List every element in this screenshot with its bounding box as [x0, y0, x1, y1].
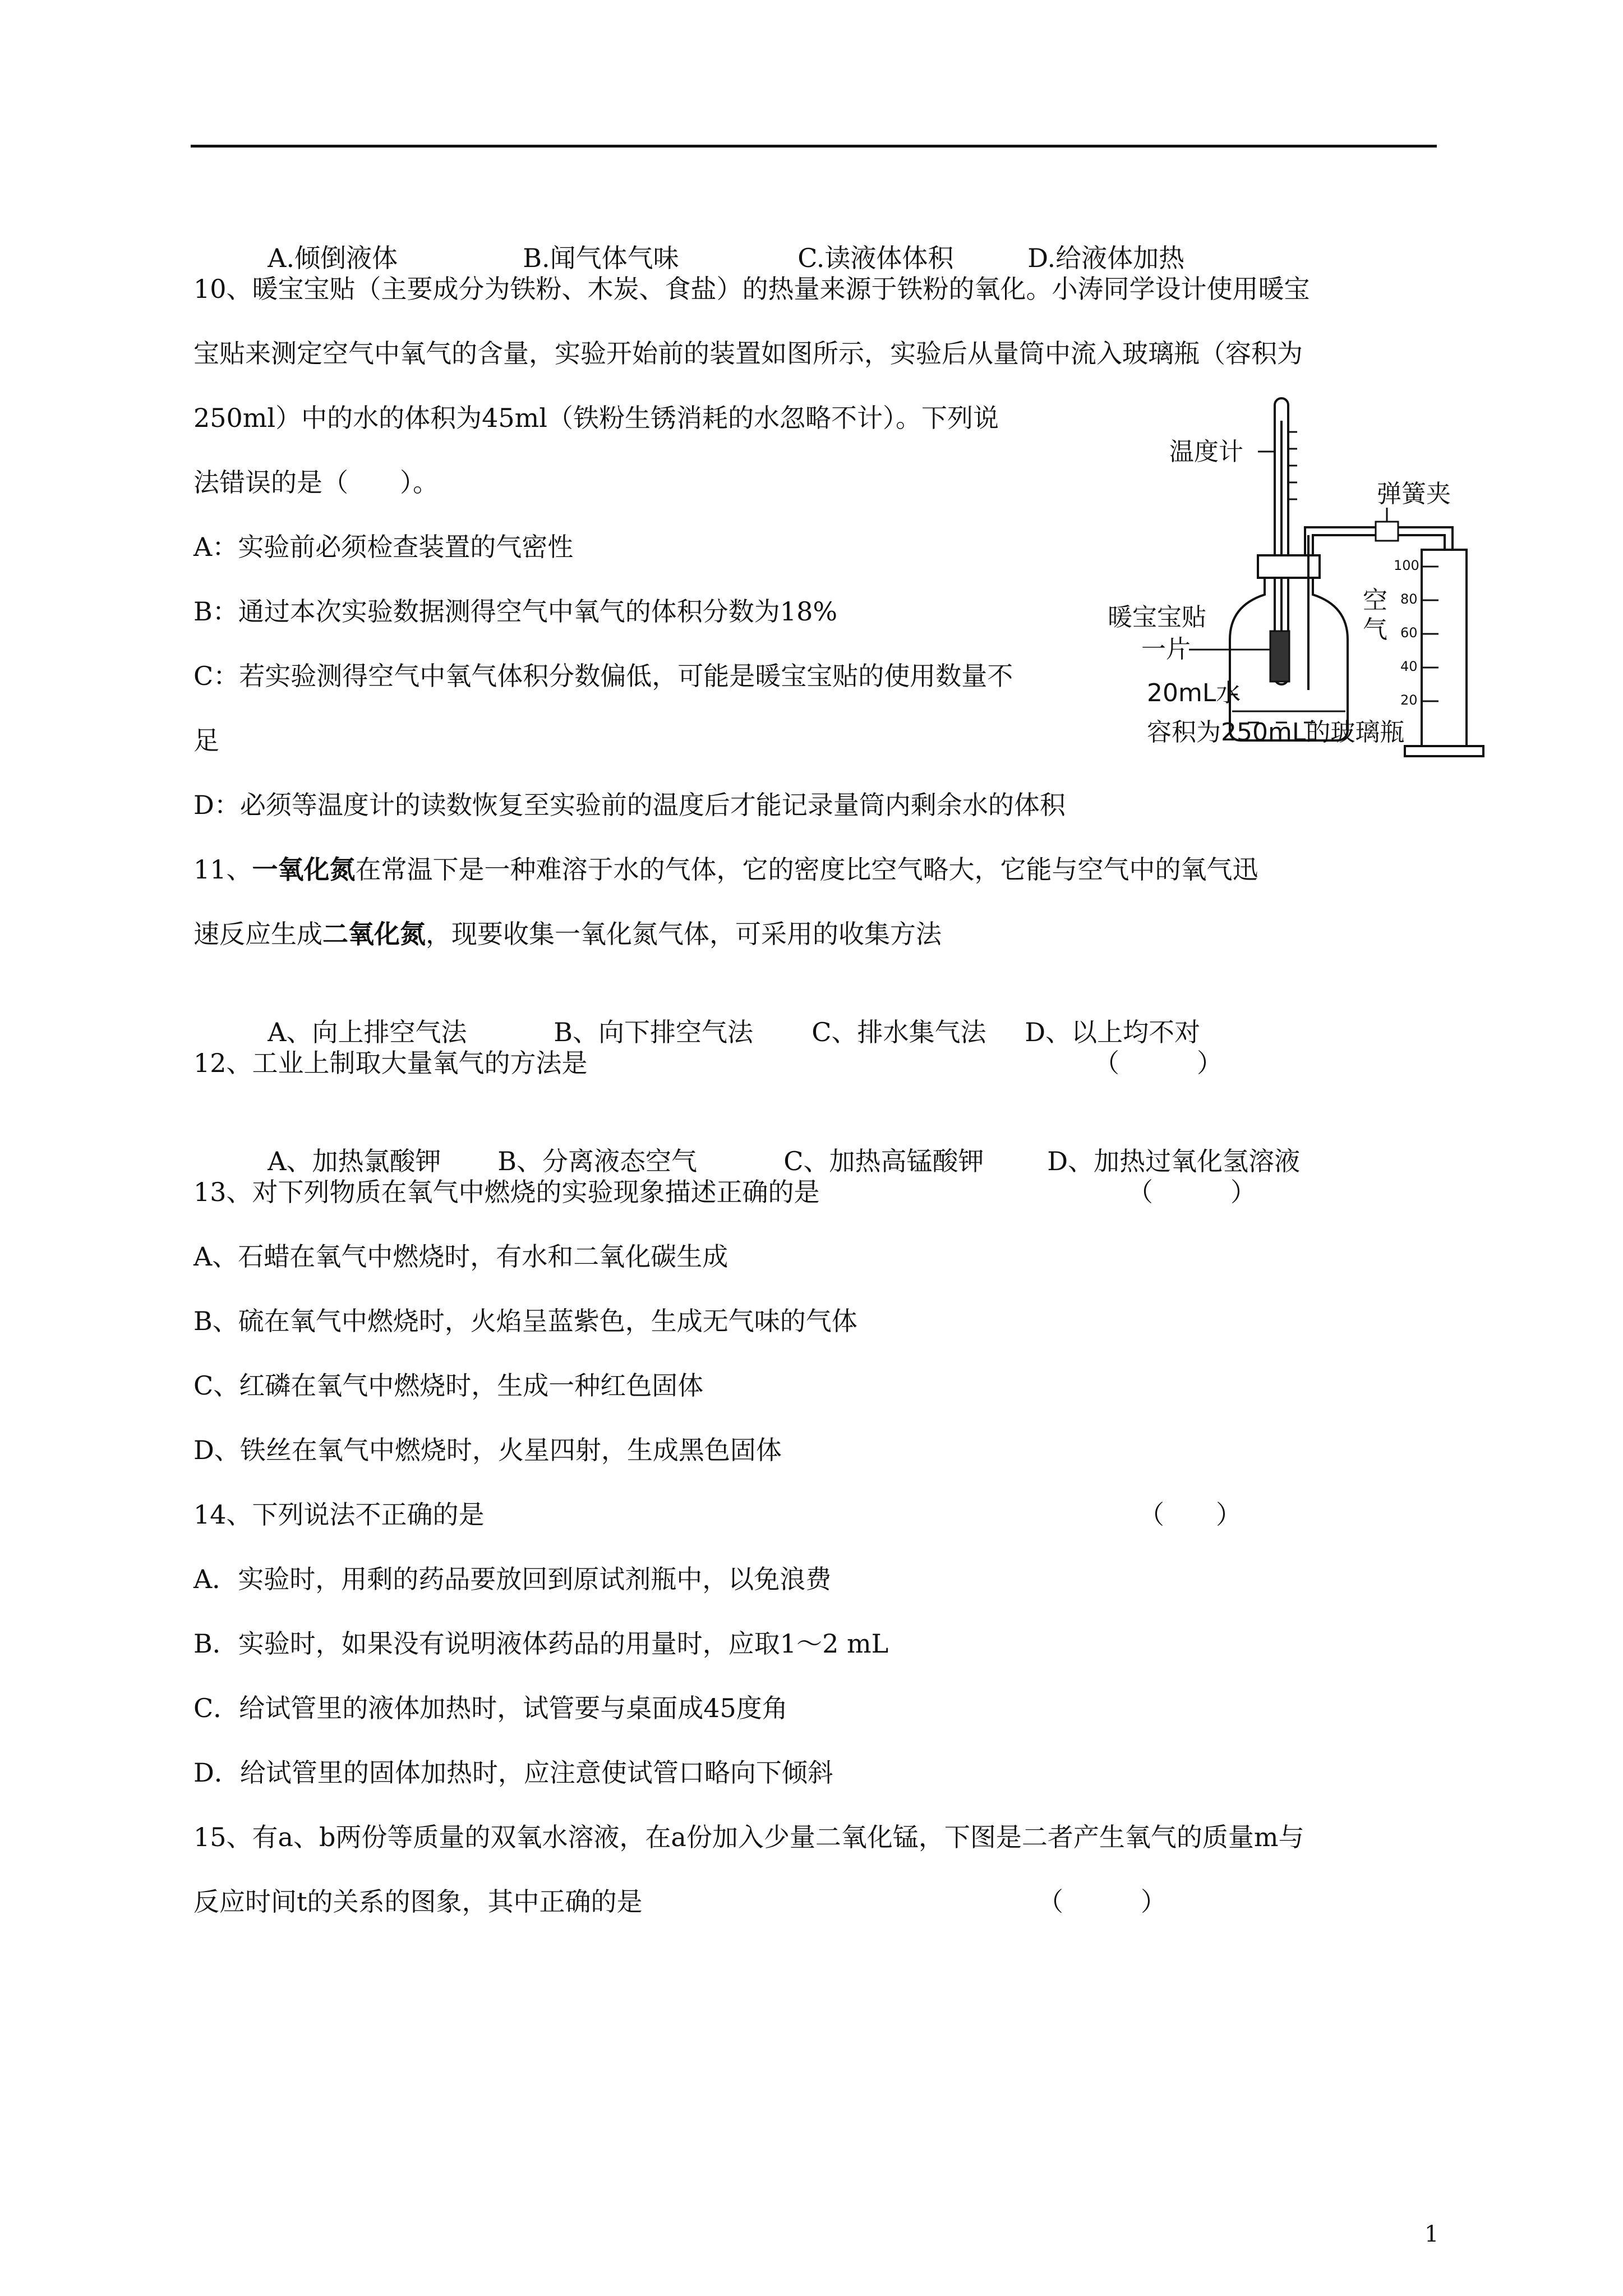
spring-clamp-icon [1376, 508, 1398, 541]
q9-options [251, 208, 1184, 275]
q10-stem-line-4: 法错误的是（ ）。 [193, 467, 439, 498]
air-label-line-1: 空 [1363, 586, 1387, 615]
q9-option-c: C.读液体体积 [797, 243, 954, 273]
q12-option-a: A、加热氯酸钾 [268, 1146, 441, 1176]
q11-text-2a: 速反应生成 [193, 919, 322, 949]
q11-text-2b: ，现要收集一氧化氮气体，可采用的收集方法 [426, 919, 942, 949]
q11-option-c: C、排水集气法 [811, 1017, 986, 1047]
q15-stem-line-1: 15、有a、b两份等质量的双氧水溶液，在a份加入少量二氧化锰，下图是二者产生氧气的质量m与 [193, 1822, 1304, 1852]
scale-label-60: 60 [1400, 625, 1418, 641]
q13-option-d: D、铁丝在氧气中燃烧时，火星四射，生成黑色固体 [193, 1435, 782, 1465]
q15-stem-line-2: 反应时间t的关系的图象，其中正确的是 [193, 1887, 643, 1917]
q12-option-d: D、加热过氧化氢溶液 [1047, 1146, 1301, 1176]
q13-answer-paren: （ ） [1127, 1177, 1256, 1207]
q12-option-c: C、加热高锰酸钾 [783, 1146, 984, 1176]
scale-label-80: 80 [1400, 591, 1418, 607]
page-number: 1 [1424, 2221, 1439, 2247]
q10-stem-line-3: 250ml）中的水的体积为45ml（铁粉生锈消耗的水忽略不计）。下列说 [193, 403, 999, 433]
q10-option-a: A：实验前必须检查装置的气密性 [193, 532, 574, 562]
bottle-caption: 容积为250mL的玻璃瓶 [1147, 718, 1405, 747]
q14-stem: 14、下列说法不正确的是 [193, 1499, 485, 1530]
q13-option-c: C、红磷在氧气中燃烧时，生成一种红色固体 [193, 1370, 704, 1401]
q14-option-b: B．实验时，如果没有说明液体药品的用量时，应取1～2 mL [193, 1628, 889, 1659]
water-label: 20mL水 [1147, 679, 1241, 707]
q12-answer-paren: （ ） [1094, 1048, 1223, 1078]
q10-option-c-line-1: C：若实验测得空气中氧气体积分数偏低，可能是暖宝宝贴的使用数量不 [193, 661, 1013, 691]
q14-option-d: D．给试管里的固体加热时，应注意使试管口略向下倾斜 [193, 1757, 833, 1788]
q11-number: 11、 [193, 854, 252, 885]
q9-option-d: D.给液体加热 [1027, 243, 1185, 273]
q13-option-b: B、硫在氧气中燃烧时，火焰呈蓝紫色，生成无气味的气体 [193, 1306, 857, 1336]
scale-label-100: 100 [1394, 558, 1419, 573]
q11-term-no: 一氧化氮 [252, 854, 356, 885]
q10-option-c-line-2: 足 [193, 725, 219, 756]
warmer-label-line-2: 一片 [1141, 635, 1191, 664]
air-label-line-2: 气 [1363, 615, 1387, 644]
measuring-cylinder-icon [1405, 550, 1483, 756]
header-rule [191, 145, 1437, 148]
q11-stem-line-1 [193, 853, 1258, 886]
warmer-label-line-1: 暖宝宝贴 [1108, 603, 1206, 632]
scale-label-40: 40 [1400, 659, 1418, 674]
apparatus-figure [1108, 387, 1500, 763]
q9-option-b: B.闻气体气味 [523, 243, 679, 273]
clamp-label: 弹簧夹 [1377, 480, 1451, 508]
q11-text-1: 在常温下是一种难溶于水的气体，它的密度比空气略大，它能与空气中的氧气迅 [355, 854, 1258, 885]
q12-option-b: B、分离液态空气 [497, 1146, 698, 1176]
q12-stem: 12、工业上制取大量氧气的方法是 [193, 1048, 588, 1078]
q11-options [251, 982, 1200, 1049]
thermometer-label: 温度计 [1169, 438, 1243, 466]
q11-term-no2: 二氧化氮 [322, 919, 426, 949]
q13-stem: 13、对下列物质在氧气中燃烧的实验现象描述正确的是 [193, 1177, 820, 1207]
q11-option-d: D、以上均不对 [1025, 1017, 1201, 1047]
q14-answer-paren: （ ） [1138, 1499, 1242, 1530]
q11-option-b: B、向下排空气法 [554, 1017, 754, 1047]
q9-option-a: A.倾倒液体 [268, 243, 398, 273]
q10-stem-line-2: 宝贴来测定空气中氧气的含量，实验开始前的装置如图所示，实验后从量筒中流入玻璃瓶（容积为 [193, 338, 1303, 369]
q10-option-b: B：通过本次实验数据测得空气中氧气的体积分数为18% [193, 596, 838, 627]
q12-options [251, 1111, 1300, 1178]
q11-stem-line-2 [193, 917, 942, 951]
q14-option-c: C．给试管里的液体加热时，试管要与桌面成45度角 [193, 1693, 788, 1723]
q13-option-a: A、石蜡在氧气中燃烧时，有水和二氧化碳生成 [193, 1241, 728, 1272]
q10-stem-line-1: 10、暖宝宝贴（主要成分为铁粉、木炭、食盐）的热量来源于铁粉的氧化。小涛同学设计使用暖宝 [193, 274, 1310, 304]
scale-label-20: 20 [1400, 692, 1418, 708]
q14-option-a: A．实验时，用剩的药品要放回到原试剂瓶中，以免浪费 [193, 1564, 832, 1594]
warmer-patch-icon [1270, 631, 1289, 682]
q11-option-a: A、向上排空气法 [268, 1017, 467, 1047]
q10-option-d: D：必须等温度计的读数恢复至实验前的温度后才能记录量筒内剩余水的体积 [193, 790, 1066, 820]
q15-answer-paren: （ ） [1038, 1887, 1166, 1917]
